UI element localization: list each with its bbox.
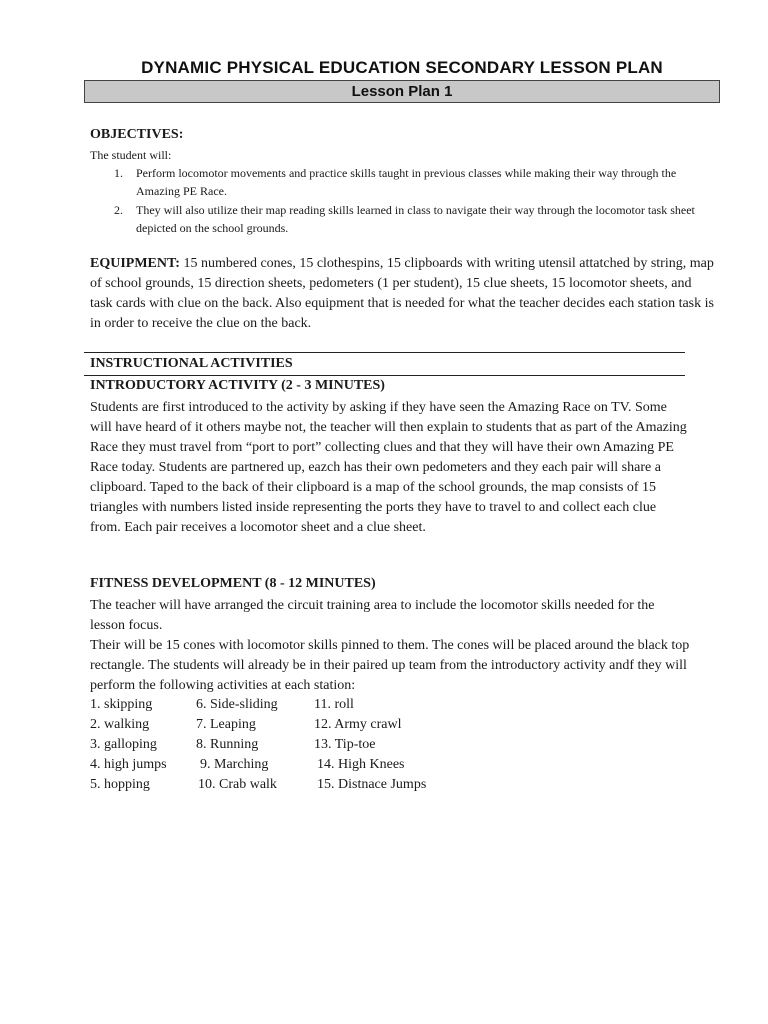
equipment-text: 15 numbered cones, 15 clothespins, 15 clipboards with writing utensil attatched by string, map of school grounds, 15 direction sheets, pedometers (1 per student), 15 clue sheets, 15 locomotor sheets, and task cards with clue on the back. Also equipment that is needed for what the teacher decides each station task is in order to receive the clue on the back. bbox=[90, 256, 714, 331]
objectives-intro: The student will: bbox=[90, 148, 172, 162]
objective-text: Perform locomotor movements and practice skills taught in previous classes while making their way through the Amazing PE Race. bbox=[136, 166, 677, 198]
station-item: 9. Marching bbox=[200, 757, 269, 772]
equipment-label: EQUIPMENT: bbox=[90, 256, 180, 271]
station-row bbox=[90, 775, 490, 795]
objectives-heading: OBJECTIVES: bbox=[90, 127, 184, 142]
station-item: 14. High Knees bbox=[317, 757, 405, 772]
objectives-list bbox=[90, 165, 710, 239]
station-item: 6. Side-sliding bbox=[196, 697, 278, 712]
instructional-activities-heading: INSTRUCTIONAL ACTIVITIES bbox=[90, 356, 293, 371]
station-row bbox=[90, 715, 490, 735]
station-item: 11. roll bbox=[314, 697, 354, 712]
objective-number: 2. bbox=[114, 203, 123, 217]
station-item: 2. walking bbox=[90, 717, 150, 732]
document-title: DYNAMIC PHYSICAL EDUCATION SECONDARY LESSON PLAN bbox=[141, 58, 663, 77]
objective-text: They will also utilize their map reading skills learned in class to navigate their way through the locomotor task sheet depicted on the school grounds. bbox=[136, 203, 695, 235]
objective-item bbox=[90, 165, 710, 200]
fitness-paragraph-2: Their will be 15 cones with locomotor skills pinned to them. The cones will be placed around the black top rectangle. The students will already be in their paired up team from the introductory activity andf they will perform the following activities at each station: bbox=[90, 638, 690, 693]
introductory-paragraph: Students are first introduced to the activity by asking if they have seen the Amazing Race on TV. Some will have heard of it others maybe not, the teacher will then explain to students that as part of the Amazing Race they must travel from “port to port” collecting clues and that they will have their own Amazing PE Race today. Students are partnered up, eazch has their own pedometers and they each pair will share a clipboard. Taped to the back of their clipboard is a map of the school grounds, the map consists of 15 triangles with numbers listed inside representing the ports they have to travel to and collect each clue from. Each pair receives a locomotor sheet and a clue sheet. bbox=[90, 400, 687, 535]
section-divider bbox=[84, 352, 685, 353]
station-row bbox=[90, 695, 490, 715]
lesson-plan-subtitle: Lesson Plan 1 bbox=[84, 80, 720, 103]
fitness-development-heading: FITNESS DEVELOPMENT (8 - 12 MINUTES) bbox=[90, 576, 376, 591]
station-item: 7. Leaping bbox=[196, 717, 256, 732]
station-row bbox=[90, 755, 490, 775]
station-item: 4. high jumps bbox=[90, 757, 167, 772]
equipment-section bbox=[90, 254, 715, 334]
station-item: 10. Crab walk bbox=[198, 777, 277, 792]
station-item: 3. galloping bbox=[90, 737, 157, 752]
station-row bbox=[90, 735, 490, 755]
station-item: 12. Army crawl bbox=[314, 717, 402, 732]
section-divider bbox=[84, 375, 685, 376]
fitness-paragraph-1: The teacher will have arranged the circuit training area to include the locomotor skills needed for the lesson focus. bbox=[90, 598, 655, 633]
station-item: 13. Tip-toe bbox=[314, 737, 376, 752]
station-item: 15. Distnace Jumps bbox=[317, 777, 427, 792]
objective-number: 1. bbox=[114, 166, 123, 180]
station-item: 5. hopping bbox=[90, 777, 150, 792]
station-item: 8. Running bbox=[196, 737, 259, 752]
objective-item bbox=[90, 202, 710, 237]
introductory-activity-heading: INTRODUCTORY ACTIVITY (2 - 3 MINUTES) bbox=[90, 378, 385, 393]
station-list bbox=[90, 695, 490, 795]
fitness-development-text bbox=[90, 596, 690, 696]
station-item: 1. skipping bbox=[90, 697, 153, 712]
introductory-activity-text bbox=[90, 398, 690, 538]
